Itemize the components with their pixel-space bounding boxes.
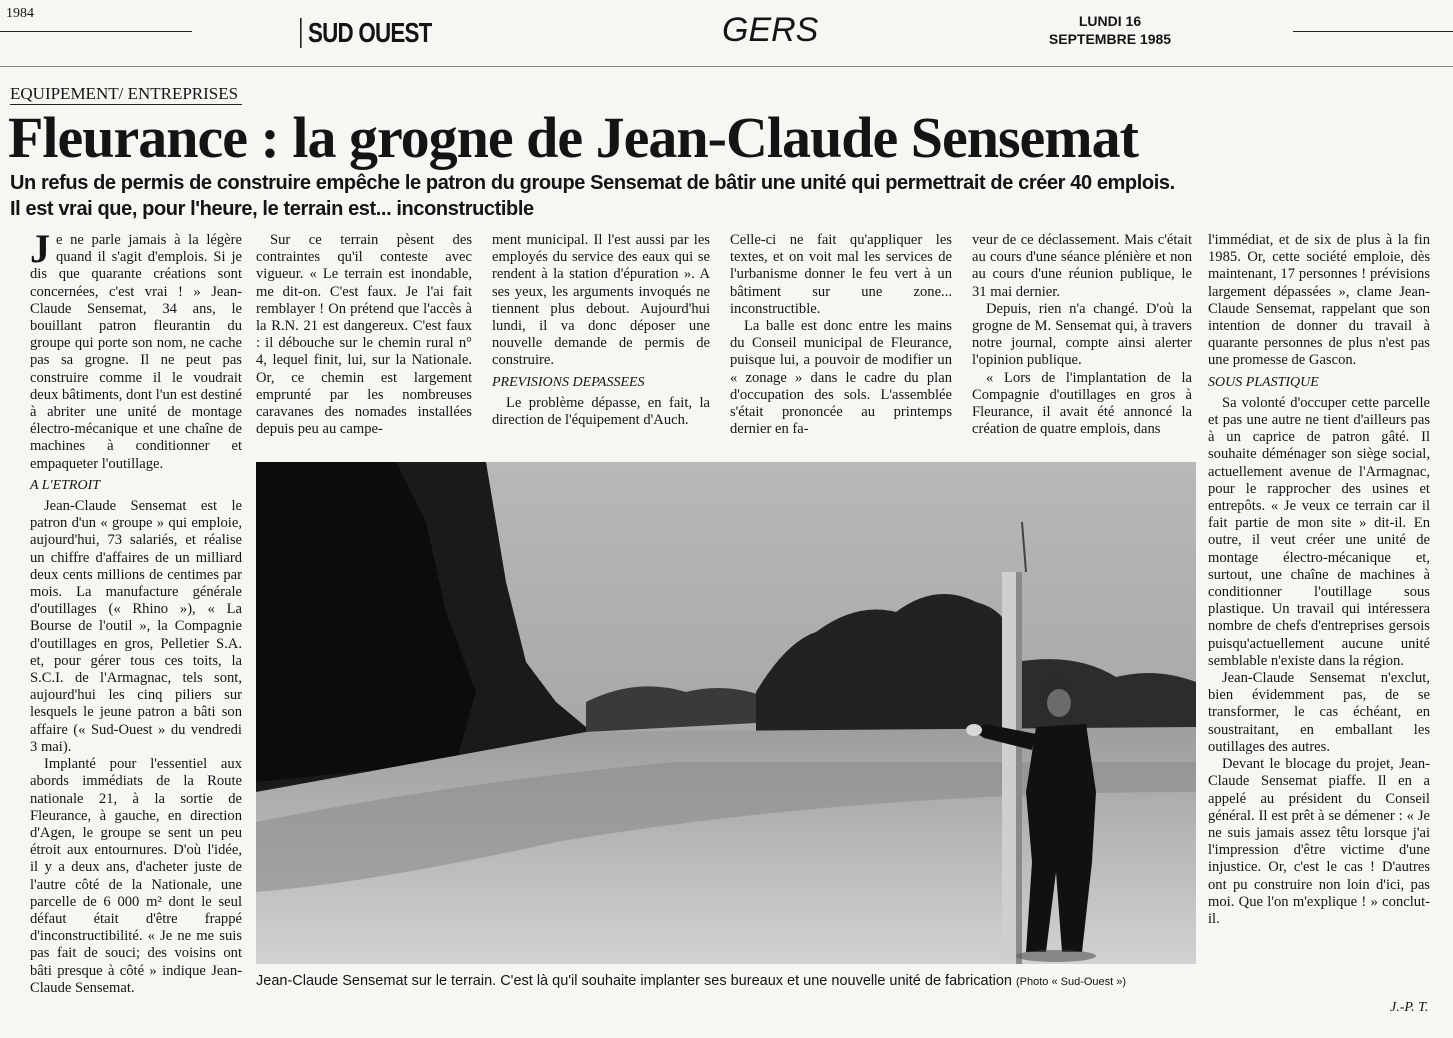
man-shadow: [1016, 950, 1096, 962]
article-kicker: EQUIPEMENT/ ENTREPRISES: [10, 84, 242, 105]
article-column-6: [1208, 232, 1430, 928]
article-photo: [256, 462, 1196, 964]
paragraph: Jean-Claude Sensemat n'exclut, bien évidemment pas, de se transformer, le cas échéant, en soustraitant, en emballant les outillages des autres.: [1208, 670, 1430, 755]
paragraph: veur de ce déclassement. Mais c'était au cours d'une séance plénière et non au cours d'une réunion publique, le 31 mai dernier.: [972, 232, 1192, 300]
paragraph: « Lors de l'implantation de la Compagnie d'outillages en gros à Fleurance, il avait été annoncé la création de quatre emplois, dans: [972, 369, 1192, 438]
article-column-4: [730, 232, 952, 438]
issue-date: [1030, 12, 1190, 48]
paragraph: Le problème dépasse, en fait, la direction de l'équipement d'Auch.: [492, 394, 710, 429]
subhead-line-1: Un refus de permis de construire empêche le patron du groupe Sensemat de bâtir une unité qui permettrait de créer 40 emplois.: [10, 172, 1175, 194]
date-line-1: LUNDI 16: [1078, 13, 1142, 29]
subhead-line-2: Il est vrai que, pour l'heure, le terrain est... inconstructible: [10, 198, 534, 220]
header-rule: [0, 66, 1453, 67]
man-face: [1047, 689, 1071, 717]
top-rule-right: [1293, 31, 1453, 32]
article-column-5: [972, 232, 1192, 438]
section-name: GERS: [722, 11, 819, 49]
paragraph: Jean-Claude Sensemat est le patron d'un « groupe » qui emploie, aujourd'hui, 73 salariés, et réalise un chiffre d'affaires de un milliard deux cents millions de centimes par mois. La manufacture générale d'outillages (« Rhino »), « La Bourse de l'outil », la Compagnie d'outillages en gros, Pelletier S.A. et, pour gérer tous ces toits, la S.C.I. de l'Armagnac, tels sont, aujourd'hui les cinq piliers sur lesquels le jeune patron a bâti son affaire (« Sud-Ouest » du vendredi 3 mai).: [30, 498, 242, 755]
photo-illustration: [256, 462, 1196, 964]
date-line-2: SEPTEMBRE 1985: [1048, 31, 1172, 47]
photo-caption: [256, 972, 1196, 991]
article-column-1: [30, 226, 242, 997]
article-column-3: [492, 232, 710, 429]
subheading-a-letroit: A L'ETROIT: [30, 477, 101, 493]
drop-cap: J: [30, 226, 50, 271]
paragraph: La balle est donc entre les mains du Conseil municipal de Fleurance, puisque lui, a pouvoir de modifier un « zonage » dans le cadre du plan d'occupation des sols. L'assemblée s'était prononcée au printemps dernier en fa-: [730, 318, 952, 438]
paragraph: Sa volonté d'occuper cette parcelle et pas une autre ne tient d'ailleurs pas à un caprice de patron gâté. Il souhaite déménager son siège social, actuellement avenue de l'Armagnac, pour le rapprocher des usines et entrepôts. « Je veux ce terrain car il fait partie de mon site » dit-il. En outre, il veut créer une unité de montage électro-mécanique et, surtout, une chaîne de machines à conditionner l'outillage sous plastique. Un travail qui intéressera nombre de chefs d'entreprises gersois puisqu'actuellement aucune unité semblable n'existe dans la région.: [1208, 394, 1430, 669]
top-rule-left: [0, 31, 192, 32]
subheading-previsions: PREVISIONS DEPASSEES: [492, 374, 645, 390]
article-subhead: [10, 170, 1450, 222]
paragraph: Implanté pour l'essentiel aux abords immédiats de la Route nationale 21, à la sortie de Fleurance, à gauche, en direction d'Agen, le groupe se sent un peu étroit aux entournures. D'où l'idée, il y a deux ans, d'acheter juste de l'autre côté de la Nationale, une parcelle de 6 000 m² dont le seul défaut était d'être frappé d'inconstructibilité. « Je ne me suis pas fait de souci; des voisins ont bâti presque à côté » indique Jean-Claude Sensemat.: [30, 756, 242, 996]
paragraph: Depuis, rien n'a changé. D'où la grogne de M. Sensemat qui, à travers notre journal, compte ainsi alerter l'opinion publique.: [972, 300, 1192, 369]
paragraph: Devant le blocage du projet, Jean-Claude Sensemat piaffe. Il en a appelé au président du Conseil général. Il est prêt à se démener : « Je ne suis jamais assez têtu lorsque j'ai l'impression d'être victime d'une injustice. Or, c'est le cas ! D'autres ont pu construire non loin d'ici, pas moi. Que l'on m'explique ! » conclut-il.: [1208, 756, 1430, 927]
paragraph: Celle-ci ne fait qu'appliquer les textes, et on voit mal les services de l'urbanisme donner le feu vert à un bâtiment sur une zone... inconstructible.: [730, 232, 952, 317]
page-year: 1984: [6, 6, 34, 21]
paragraph: e ne parle jamais à la légère quand il s'agit d'emplois. Si je dis que quarante créations sont concernées, c'est vrai ! » Jean-Claude Sensemat, 34 ans, le bouillant patron fleurantin du groupe qui porte son nom, ne cache pas sa grogne. Il ne peut pas construire comme il le voudrait deux bâtiments, dont l'un est destiné à abriter une unité de montage électro-mécanique et une chaîne de machines à conditionner et empaqueter l'outillage.: [30, 232, 242, 472]
author-signature: J.-P. T.: [1390, 1000, 1429, 1015]
paragraph: l'immédiat, et de six de plus à la fin 1985. Or, cette société emploie, dès maintenant, 17 personnes ! prévisions largement dépassées », clame Jean-Claude Sensemat, rappelant que son intention de donner du travail à quarante personnes de plus n'est pas une promesse de Gascon.: [1208, 232, 1430, 369]
photo-credit: (Photo « Sud-Ouest »): [1015, 976, 1127, 988]
article-column-2: [256, 232, 472, 438]
subheading-sous-plastique: SOUS PLASTIQUE: [1208, 374, 1319, 390]
paragraph: Sur ce terrain pèsent des contraintes qu'il conteste avec vigueur. « Le terrain est inondable, me dit-on. C'est faux. Je l'ai fait remblayer ! On prétend que l'accès à la R.N. 21 est dangereux. C'est faux : il débouche sur le chemin rural n° 4, lequel finit, lui, sur la Nationale. Or, ce chemin est largement emprunté par les nombreuses caravanes des nomades installées depuis peu au campe-: [256, 232, 472, 438]
paragraph: ment municipal. Il l'est aussi par les employés du service des eaux qui se rendent à la station d'épuration ». A ses yeux, les arguments invoqués ne tiennent plus debout. Aujourd'hui lundi, il va donc déposer une nouvelle demande de permis de construire.: [492, 232, 710, 369]
utility-pole-shade: [1016, 572, 1022, 964]
man-body: [1026, 724, 1096, 952]
man-hand: [966, 724, 982, 736]
caption-text: Jean-Claude Sensemat sur le terrain. C'est là qu'il souhaite implanter ses bureaux et une nouvelle unité de fabrication: [256, 973, 1012, 989]
article-headline: Fleurance : la grogne de Jean-Claude Sensemat: [8, 105, 1138, 170]
newspaper-brand: SUD OUEST: [300, 18, 431, 48]
